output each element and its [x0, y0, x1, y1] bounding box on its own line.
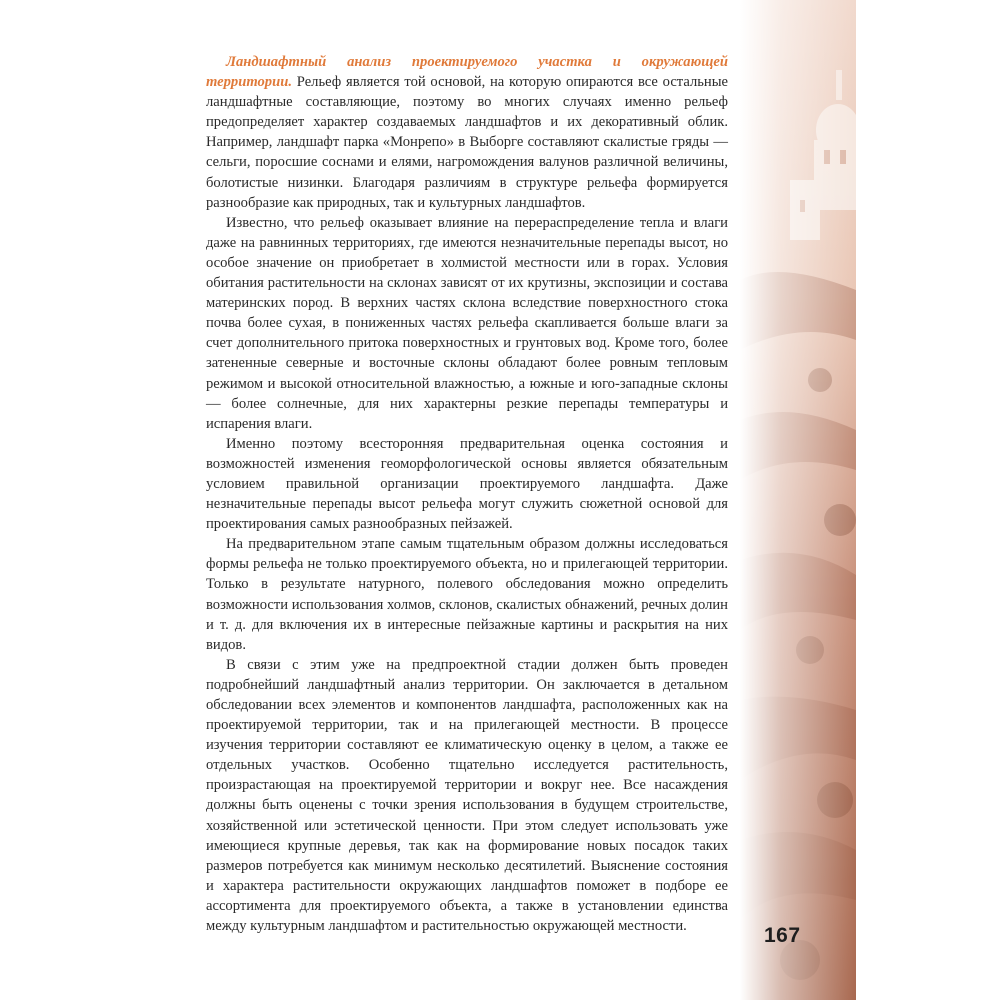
paragraph-5: В связи с этим уже на предпроектной стадии должен быть проведен подробнейший ландшафтный анализ территории. Он заключается в детальном обследовании всех элементов и компонентов ландшафта, расположенных как на проектируемой территории, так и на прилегающей местности. В процессе изучения территории составляют ее климатическую оценку в целом, а также ее отдельных участков. Особенно тщательно исследуется растительность, произрастающая на проектируемой территории и вокруг нее. Все насаждения должны быть оценены с точки зрения использования в будущем строительстве, хозяйственной или эстетической ценности. При этом следует использовать уже имеющиеся крупные деревья, так как на формирование новых посадок таких размеров потребуется как минимум несколько десятилетий. Выяснение состояния и характера растительности окружающих ландшафтов поможет в подборе ее ассортимента для проектируемого объекта, а также в установлении единства между культурным ландшафтом и растительностью окружающей местности.	[206, 656, 728, 935]
paragraph-4: На предварительном этапе самым тщательным образом должны исследоваться формы рельефа не только проектируемого объекта, но и прилегающей территории. Только в результате натурного, полевого обследования можно определить возможности использования холмов, склонов, скалистых обнажений, речных долин и т. д. для включения их в интересные пейзажные картины и раскрытия на них видов.	[206, 536, 728, 653]
paragraph-1	[206, 52, 728, 213]
page-number: 167	[764, 924, 801, 947]
text-column	[206, 52, 728, 936]
decorative-photo-strip	[740, 0, 856, 1000]
paragraph-3: Именно поэтому всесторонняя предварительная оценка состояния и возможностей изменения геоморфологической основы является обязательным условием правильной организации проектируемого ландшафта. Даже незначительные перепады высот рельефа могут служить сюжетной основой для проектирования самых разнообразных пейзажей.	[206, 435, 728, 533]
paragraph-1-body: Рельеф является той основой, на которую опираются все остальные ландшафтные составляющие, поэтому во многих случаях именно рельеф предопределяет характер создаваемых ландшафтов и их декоративный облик. Например, ландшафт парка «Монрепо» в Выборге составляют скалистые гряды — сельги, поросшие соснами и елями, нагромождения валунов различной величины, болотистые низинки. Благодаря различиям в структуре рельефа формируется разнообразие как природных, так и культурных ландшафтов.	[206, 74, 729, 211]
section-lead-heading: Ландшафтный анализ проектируемого участка и окружающей территории.	[206, 54, 728, 91]
paragraph-2: Известно, что рельеф оказывает влияние на перераспределение тепла и влаги даже на равнинных территориях, где имеются незначительные перепады высот, но особое значение он приобретает в холмистой местности или в горах. Условия обитания растительности на склонах зависят от их крутизны, экспозиции и состава материнских пород. В верхних частях склона вследствие поверхностного стока почва более сухая, в пониженных частях рельефа скапливается больше влаги за счет дополнительного притока поверхностных и грунтовых вод. Кроме того, более затененные северные и восточные склоны обладают более ровным тепловым режимом и высокой относительной влажностью, а южные и юго-западные склоны — более солнечные, для них характерны резкие перепады температуры и испарения влаги.	[206, 214, 728, 432]
sepia-landscape-image	[740, 0, 856, 1000]
